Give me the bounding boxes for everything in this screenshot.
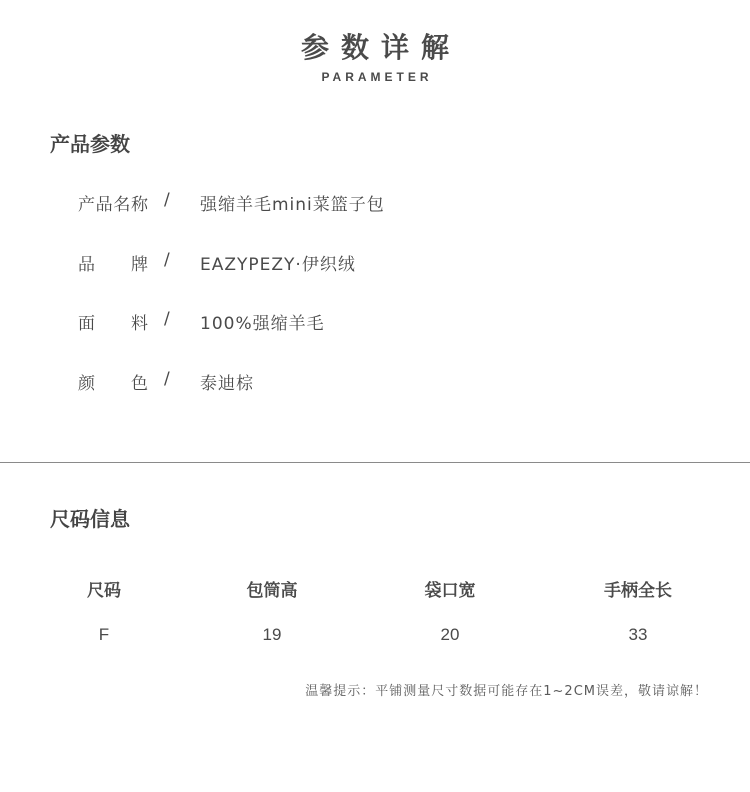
param-value: 强缩羊毛mini菜篮子包 <box>200 195 385 215</box>
param-separator: / <box>164 369 170 389</box>
param-label: 品牌 <box>78 255 148 275</box>
param-label: 产品名称 <box>78 195 148 215</box>
param-separator: / <box>164 250 170 270</box>
size-col-header: 手柄全长 <box>604 581 672 601</box>
param-label: 面料 <box>78 314 148 334</box>
param-row-name <box>78 190 678 214</box>
param-row-fabric <box>78 309 678 333</box>
size-cell-value: 20 <box>440 625 460 644</box>
product-params-heading: 产品参数 <box>50 132 130 156</box>
size-cell-value: 33 <box>628 625 648 644</box>
param-value: 100%强缩羊毛 <box>200 314 325 334</box>
param-value: EAZYPEZY·伊织绒 <box>200 255 356 275</box>
param-separator: / <box>164 190 170 210</box>
param-separator: / <box>164 309 170 329</box>
size-col-header: 尺码 <box>87 581 121 601</box>
page-subtitle: PARAMETER <box>321 70 433 84</box>
param-row-brand <box>78 250 678 274</box>
param-row-color <box>78 369 678 393</box>
size-cell-value: F <box>98 625 110 644</box>
param-label: 颜色 <box>78 374 148 394</box>
size-col-header: 袋口宽 <box>424 581 476 601</box>
page-title: 参数详解 <box>300 31 461 64</box>
size-cell-value: 19 <box>262 625 282 644</box>
param-value: 泰迪棕 <box>200 374 254 394</box>
measurement-note: 温馨提示：平铺测量尺寸数据可能存在1~2CM误差，敬请谅解！ <box>305 684 708 699</box>
size-col-header: 包筒高 <box>246 581 298 601</box>
section-divider <box>0 462 750 463</box>
size-info-heading: 尺码信息 <box>50 507 130 531</box>
